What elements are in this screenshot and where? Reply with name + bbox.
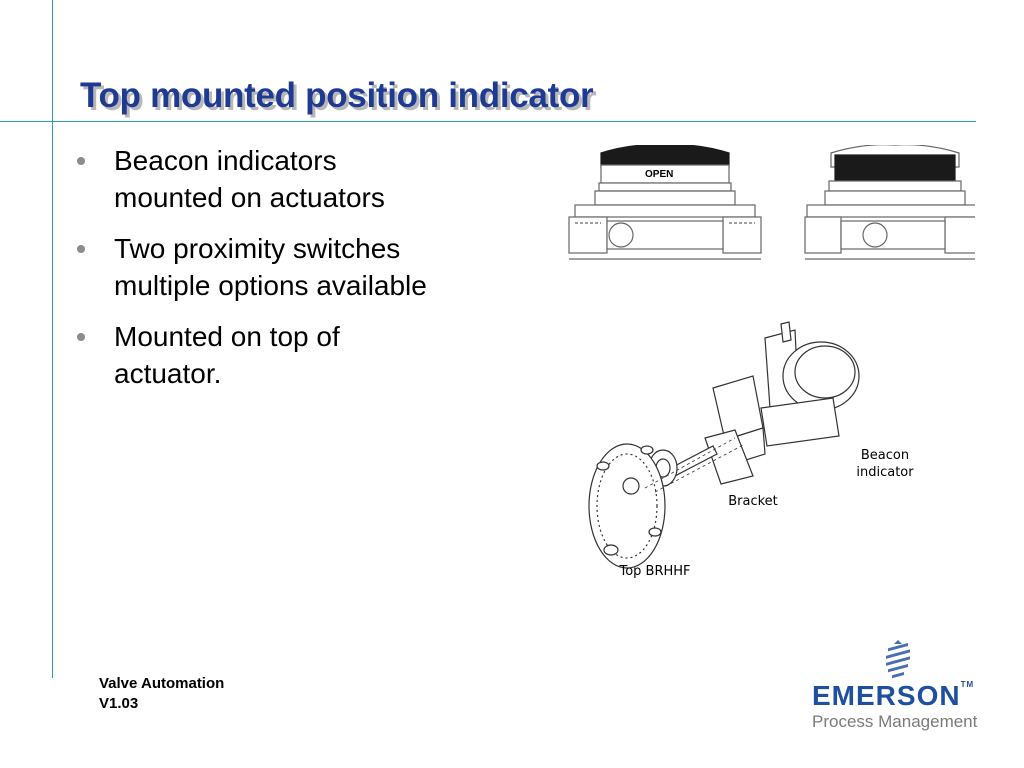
bullet-line: Two proximity switches: [114, 233, 401, 264]
footer-line: V1.03: [99, 695, 139, 712]
logo-word-text: EMERSON: [812, 680, 961, 711]
bullet-item: [74, 318, 514, 392]
slide-title: Top mounted position indicator: [80, 76, 594, 115]
top-brhhf-label: Top BRHHF: [619, 564, 691, 579]
exploded-assembly-drawing: [585, 318, 895, 570]
bullet-dot-icon: [77, 157, 85, 165]
bullet-list: [74, 142, 514, 406]
footer-line: Valve Automation: [99, 675, 225, 692]
bullet-line: Mounted on top of: [114, 321, 340, 352]
bullet-item: [74, 142, 514, 216]
bullet-line: Beacon indicators: [114, 145, 337, 176]
vertical-guide-line: [52, 0, 53, 678]
bullet-line: mounted on actuators: [114, 182, 385, 213]
bullet-line: actuator.: [114, 358, 222, 389]
bullet-item: [74, 230, 514, 304]
bullet-dot-icon: [77, 245, 85, 253]
bracket-label: Bracket: [728, 494, 778, 509]
beacon-closed-view: [805, 145, 975, 259]
emerson-emblem-icon: [878, 640, 918, 680]
logo-wordmark: [812, 680, 990, 712]
logo-subtitle: Process Management: [812, 712, 978, 731]
open-label: OPEN: [645, 169, 674, 180]
beacon-label-line: Beacon: [860, 448, 910, 463]
beacon-open-view: [569, 145, 761, 259]
beacon-label-line: indicator: [856, 465, 914, 480]
emerson-logo: [812, 640, 990, 736]
logo-trademark: TM: [960, 680, 975, 689]
footer: [99, 674, 224, 714]
beacon-front-views-drawing: [565, 145, 975, 265]
horizontal-guide-line: [0, 121, 976, 122]
bullet-dot-icon: [77, 333, 85, 341]
bullet-line: multiple options available: [114, 270, 427, 301]
beacon-indicator-label: [848, 447, 922, 481]
